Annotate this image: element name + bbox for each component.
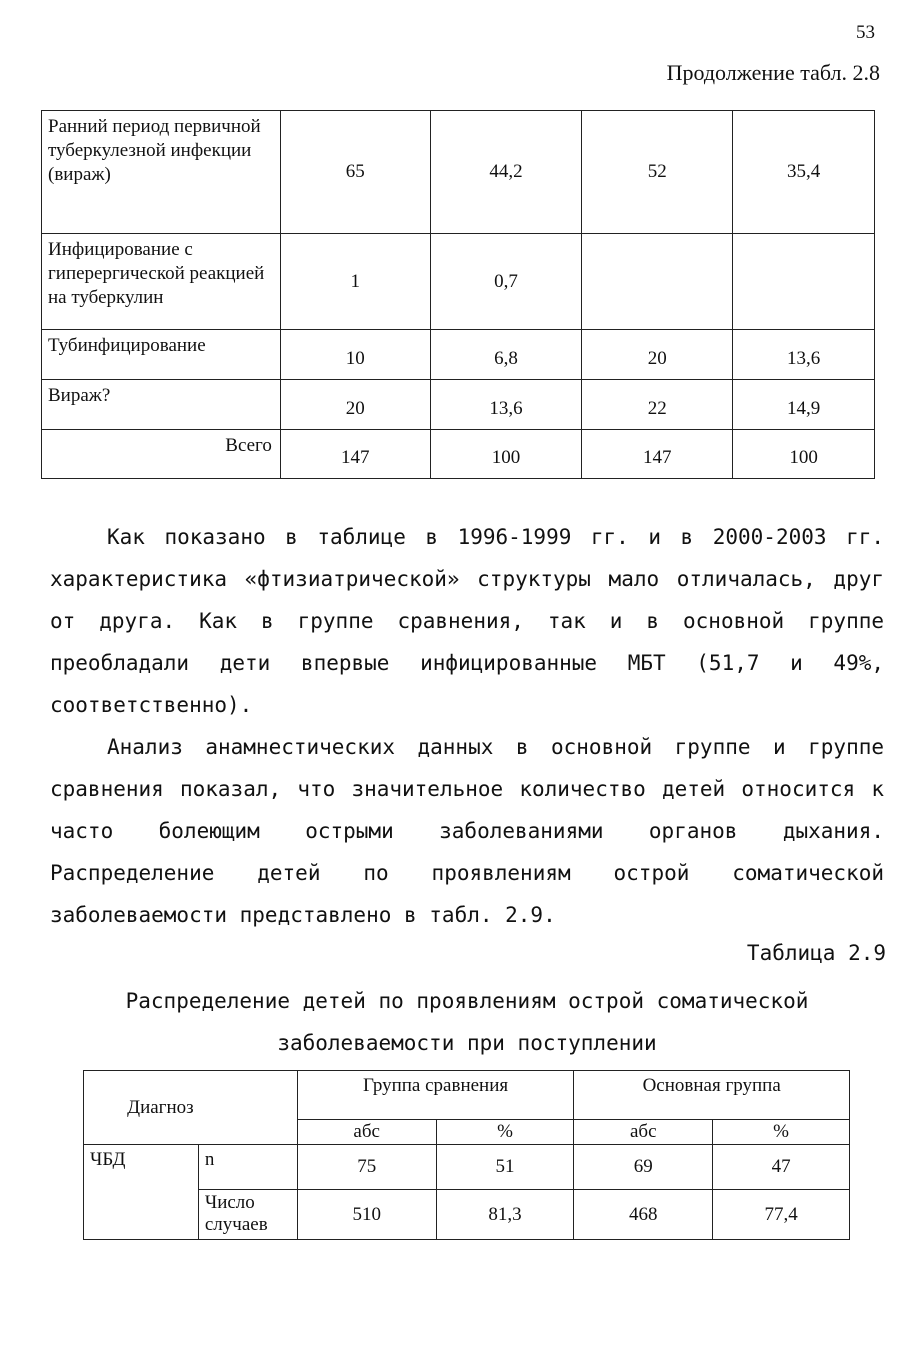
table-cell: 52: [582, 111, 733, 234]
table-title: [50, 980, 884, 1064]
table-cell: 81,3: [436, 1190, 574, 1240]
table-cell: 51: [436, 1145, 574, 1190]
paragraph: Как показано в таблице в 1996-1999 гг. и в 2000-2003 гг. характеристика «фтизиатрической» структуры мало отличалась, друг от друга. Как в группе сравнения, так и в основной группе преобладали дети впервые инфицированные МБТ (51,7 и 49%, соответственно).: [50, 525, 884, 717]
table-cell: [582, 234, 733, 330]
paragraph: Анализ анамнестических данных в основной группе и группе сравнения показал, что значительное количество детей относится к часто болеющим острыми заболеваниями органов дыхания. Распределение детей по проявлениям острой соматической заболеваемости представлено в табл. 2.9.: [50, 735, 884, 927]
header-diagnosis: Диагноз: [84, 1071, 298, 1145]
row-label-total: Всего: [42, 430, 281, 479]
table-cell: 22: [582, 380, 733, 430]
table-cell: 20: [582, 330, 733, 380]
table-cell: 1: [280, 234, 430, 330]
header-abs: абс: [574, 1120, 713, 1145]
table-row: [42, 234, 875, 330]
table-cell: 47: [713, 1145, 850, 1190]
page-number: 53: [856, 22, 875, 43]
row-label: Инфицирование с гиперергической реакцией на туберкулин: [42, 234, 281, 330]
table-cell: 6,8: [430, 330, 582, 380]
row-label: Вираж?: [42, 380, 281, 430]
header-pct: %: [436, 1120, 574, 1145]
table-cell: 35,4: [733, 111, 875, 234]
row-sub-label: n: [198, 1145, 297, 1190]
table-cell: 14,9: [733, 380, 875, 430]
table-number-label: Таблица 2.9: [746, 941, 886, 965]
table-cell: 77,4: [713, 1190, 850, 1240]
row-sub-label: Число случаев: [198, 1190, 297, 1240]
table-header-row: [84, 1071, 850, 1120]
header-group-main: Основная группа: [574, 1071, 850, 1120]
table-cell: 100: [430, 430, 582, 479]
body-text: [50, 516, 884, 936]
row-label: Тубинфицирование: [42, 330, 281, 380]
table-cell: 75: [297, 1145, 436, 1190]
table-cell: 147: [582, 430, 733, 479]
table-cell: [733, 234, 875, 330]
row-group-label: ЧБД: [84, 1145, 199, 1240]
table-row: [42, 330, 875, 380]
table-2-8-continuation: [41, 110, 875, 479]
table-cell: 69: [574, 1145, 713, 1190]
table-cell: 10: [280, 330, 430, 380]
table-row: [84, 1145, 850, 1190]
table-cell: 147: [280, 430, 430, 479]
table-cell: 20: [280, 380, 430, 430]
table-row: [42, 111, 875, 234]
table-row: [42, 380, 875, 430]
header-pct: %: [713, 1120, 850, 1145]
table-cell: 100: [733, 430, 875, 479]
table-cell: 44,2: [430, 111, 582, 234]
row-label: Ранний период первичной туберкулезной инфекции (вираж): [42, 111, 281, 234]
table-2-9: [83, 1070, 850, 1240]
table-title-line: Распределение детей по проявлениям острой соматической: [125, 989, 809, 1013]
header-group-comparison: Группа сравнения: [297, 1071, 574, 1120]
table-cell: 65: [280, 111, 430, 234]
header-abs: абс: [297, 1120, 436, 1145]
table-cell: 13,6: [430, 380, 582, 430]
table-cell: 0,7: [430, 234, 582, 330]
table-cell: 468: [574, 1190, 713, 1240]
table-row: [42, 430, 875, 479]
table-continuation-caption: Продолжение табл. 2.8: [666, 60, 880, 85]
table-title-line: заболеваемости при поступлении: [277, 1031, 657, 1055]
table-cell: 13,6: [733, 330, 875, 380]
table-row: [84, 1190, 850, 1240]
table-cell: 510: [297, 1190, 436, 1240]
